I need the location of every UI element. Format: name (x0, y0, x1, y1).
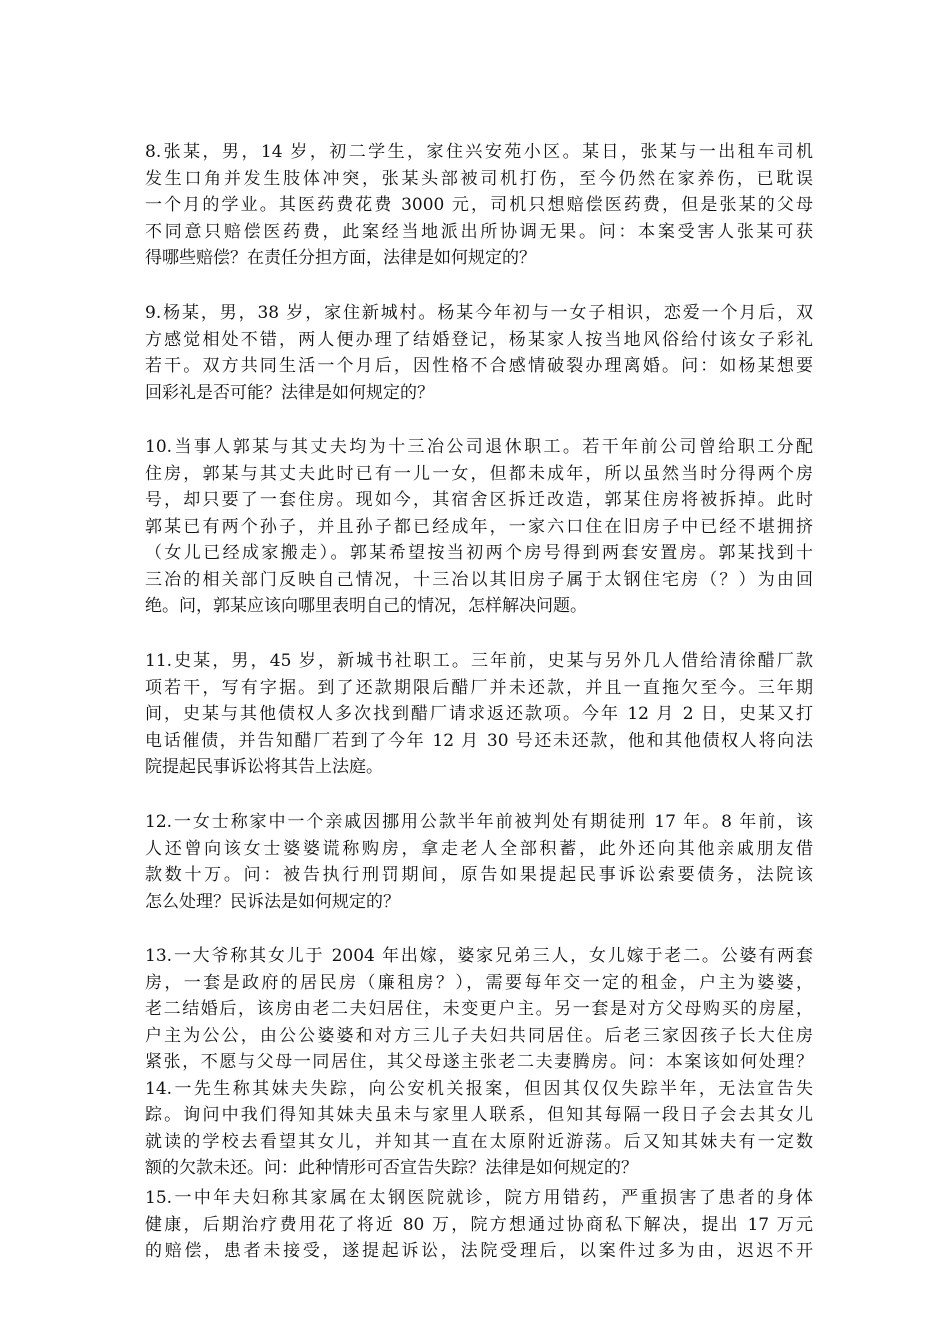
case-12-paragraph (145, 809, 813, 915)
text-line: 发生口角并发生肢体冲突，张某头部被司机打伤，至今仍然在家养伤，已耽误 (145, 168, 813, 189)
text-line: 户主为公公，由公公婆婆和对方三儿子夫妇共同居住。后老三家因孩子长大住房 (145, 1025, 813, 1046)
text-line: 三冶的相关部门反映自己情况，十三冶以其旧房子属于太钢住宅房（？）为由回 (145, 569, 813, 590)
text-line: 方感觉相处不错，两人便办理了结婚登记，杨某家人按当地风俗给付该女子彩礼 (145, 329, 813, 350)
case-9-paragraph (145, 300, 813, 406)
text-line: 9.杨某，男，38 岁，家住新城村。杨某今年初与一女子相识，恋爱一个月后，双 (145, 303, 813, 323)
text-line: 8.张某，男，14 岁，初二学生，家住兴安苑小区。某日，张某与一出租车司机 (145, 142, 813, 162)
text-line: 得哪些赔偿？在责任分担方面，法律是如何规定的？ (145, 248, 536, 268)
text-line: 回彩礼是否可能？法律是如何规定的？ (145, 382, 434, 403)
text-line: 11.史某，男，45 岁，新城书社职工。三年前，史某与另外几人借给清徐醋厂款 (145, 651, 813, 671)
text-line: 若干。双方共同生活一个月后，因性格不合感情破裂办理离婚。问：如杨某想要 (145, 356, 813, 376)
text-line: 健康，后期治疗费用花了将近 80 万，院方想通过协商私下解决，提出 17 万元 (145, 1214, 813, 1235)
text-line: （女儿已经成家搬走）。郭某希望按当初两个房号得到两套安置房。郭某找到十 (145, 543, 813, 563)
text-line: 电话催债，并告知醋厂若到了今年 12 月 30 号还未还款，他和其他债权人将向法 (145, 730, 813, 751)
case-13-14-paragraph (145, 943, 813, 1182)
text-line: 间，史某与其他债权人多次找到醋厂请求返还款项。今年 12 月 2 日，史某又打 (145, 704, 813, 724)
text-line: 怎么处理？民诉法是如何规定的？ (145, 891, 400, 912)
text-line: 13.一大爷称其女儿于 2004 年出嫁，婆家兄弟三人，女儿嫁于老二。公婆有两套 (145, 946, 813, 966)
text-line: 额的欠款未还。问：此种情形可否宣告失踪？法律是如何规定的？ (145, 1158, 638, 1178)
text-line: 踪。询问中我们得知其妹夫虽未与家里人联系，但知其每隔一段日子会去其女儿 (145, 1105, 813, 1125)
case-15-paragraph (145, 1185, 813, 1265)
text-line: 绝。问，郭某应该向哪里表明自己的情况，怎样解决问题。 (145, 596, 587, 616)
text-line: 人还曾向该女士婆婆谎称购房，拿走老人全部积蓄，此外还向其他亲戚朋友借 (145, 838, 813, 859)
text-line: 的赔偿，患者未接受，遂提起诉讼，法院受理后，以案件过多为由，迟迟不开 (145, 1241, 813, 1261)
text-line: 12.一女士称家中一个亲戚因挪用公款半年前被判处有期徒刑 17 年。8 年前，该 (145, 812, 813, 832)
case-10-paragraph (145, 434, 813, 620)
text-line: 房，一套是政府的居民房（廉租房？），需要每年交一定的租金，户主为婆婆， (145, 972, 813, 993)
text-line: 10.当事人郭某与其丈夫均为十三冶公司退休职工。若干年前公司曾给职工分配 (145, 437, 813, 457)
case-8-paragraph (145, 139, 813, 272)
text-line: 住房，郭某与其丈夫此时已有一儿一女，但都未成年，所以虽然当时分得两个房 (145, 463, 813, 484)
text-line: 院提起民事诉讼将其告上法庭。 (145, 757, 383, 777)
text-line: 一个月的学业。其医药费花费 3000 元，司机只想赔偿医药费，但是张某的父母 (145, 195, 813, 215)
text-line: 款数十万。问：被告执行刑罚期间，原告如果提起民事诉讼索要债务，法院该 (145, 865, 813, 885)
text-line: 15.一中年夫妇称其家属在太钢医院就诊，院方用错药，严重损害了患者的身体 (145, 1188, 813, 1208)
text-line: 就读的学校去看望其女儿，并知其一直在太原附近游荡。后又知其妹夫有一定数 (145, 1131, 813, 1152)
text-line: 郭某已有两个孙子，并且孙子都已经成年，一家六口住在旧房子中已经不堪拥挤 (145, 516, 813, 537)
case-11-paragraph (145, 648, 813, 781)
text-line: 号，却只要了一套住房。现如今，其宿舍区拆迁改造，郭某住房将被拆掉。此时 (145, 490, 813, 510)
text-line: 不同意只赔偿医药费，此案经当地派出所协调无果。问：本案受害人张某可获 (145, 221, 813, 242)
text-line: 项若干，写有字据。到了还款期限后醋厂并未还款，并且一直拖欠至今。三年期 (145, 677, 813, 698)
text-line: 老二结婚后，该房由老二夫妇居住，未变更户主。另一套是对方父母购买的房屋， (145, 999, 813, 1019)
text-line: 14.一先生称其妹夫失踪，向公安机关报案，但因其仅仅失踪半年，无法宣告失 (145, 1078, 813, 1099)
text-line: 紧张，不愿与父母一同居住，其父母遂主张老二夫妻腾房。问：本案该如何处理？ (145, 1052, 813, 1072)
